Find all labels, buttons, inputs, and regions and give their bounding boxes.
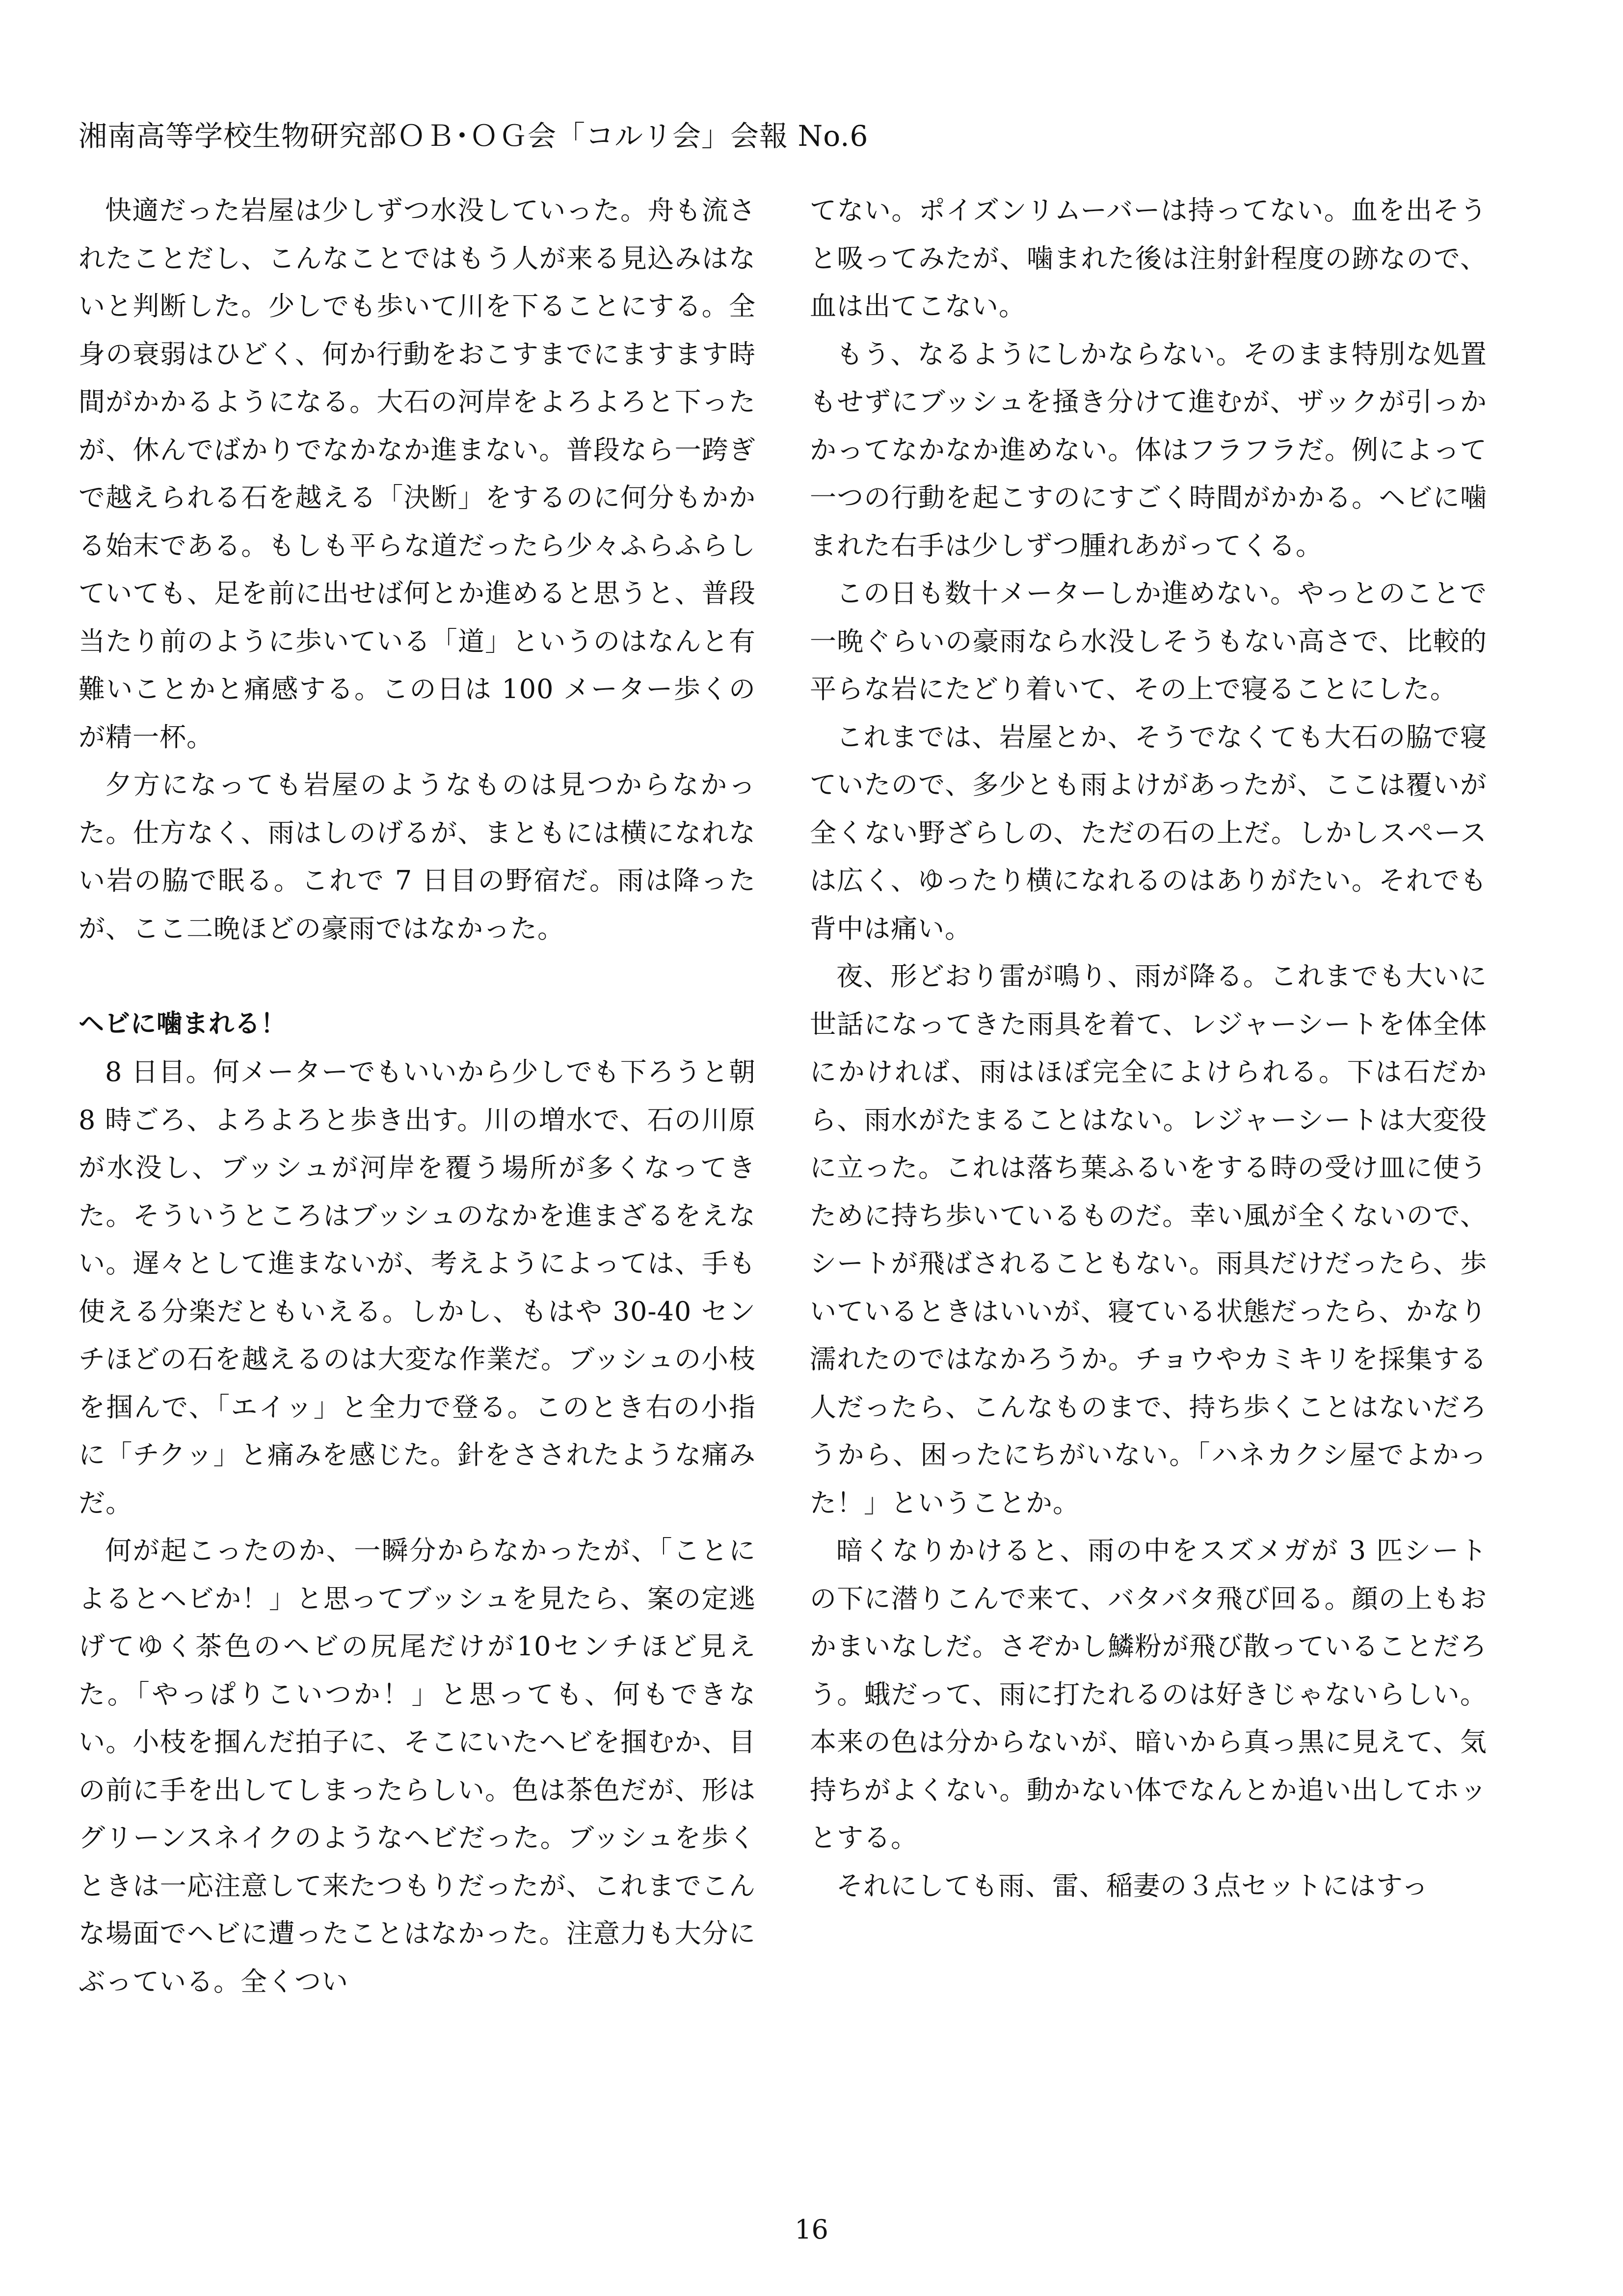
paragraph: 快適だった岩屋は少しずつ水没していった。舟も流されたことだし、こんなことではもう人が来る見込みはないと判断した。少しでも歩いて川を下ることにする。全身の衰弱はひどく、何か行動をおこすまでにますます時間がかかるようになる。大石の河岸をよろよろと下ったが、休んでばかりでなかなか進まない。普段なら一跨ぎで越えられる石を越える「決断」をするのに何分もかかる始末である。もしも平らな道だったら少々ふらふらしていても、足を前に出せば何とか進めると思うと、普段当たり前のように歩いている「道」というのはなんと有難いことかと痛感する。この日は 100 メーター歩くのが精一杯。	[79, 195, 756, 753]
page-number: 16	[795, 2214, 828, 2245]
paragraph: もう、なるようにしかならない。そのまま特別な処置もせずにブッシュを掻き分けて進むが、ザックが引っかかってなかなか進めない。体はフラフラだ。例によって一つの行動を起こすのにすごく時間がかかる。ヘビに噛まれた右手は少しずつ腫れあがってくる。	[810, 338, 1487, 561]
paragraph-continued: てない。ポイズンリムーバーは持ってない。血を出そうと吸ってみたが、噛まれた後は注射針程度の跡なので、血は出てこない。	[810, 195, 1487, 322]
right-column	[810, 187, 1487, 1910]
paragraph: この日も数十メーターしか進めない。やっとのことで一晩ぐらいの豪雨なら水没しそうもない高さで、比較的平らな岩にたどり着いて、その上で寝ることにした。	[810, 578, 1487, 704]
paragraph: 何が起こったのか、一瞬分からなかったが、「ことによるとヘビか！」と思ってブッシュを見たら、案の定逃げてゆく茶色のヘビの尻尾だけが10センチほど見えた。「やっぱりこいつか！」と思っても、何もできない。小枝を掴んだ拍子に、そこにいたヘビを掴むか、目の前に手を出してしまったらしい。色は茶色だが、形はグリーンスネイクのようなヘビだった。ブッシュを歩くときは一応注意して来たつもりだったが、これまでこんな場面でヘビに遭ったことはなかった。注意力も大分にぶっている。全くつい	[79, 1535, 756, 1997]
section-heading: ヘビに噛まれる！	[79, 1009, 287, 1039]
paragraph: 8 日目。何メーターでもいいから少しでも下ろうと朝 8 時ごろ、よろよろと歩き出す。川の増水で、石の川原が水没し、ブッシュが河岸を覆う場所が多くなってきた。そういうところはブッシュのなかを進まざるをえない。遅々として進まないが、考えようによっては、手も使える分楽だともいえる。しかし、もはや 30-40 センチほどの石を越えるのは大変な作業だ。ブッシュの小枝を掴んで、「エイッ」と全力で登る。このとき右の小指に「チクッ」と痛みを感じた。針をさされたような痛みだ。	[79, 1056, 756, 1518]
paragraph: 夕方になっても岩屋のようなものは見つからなかった。仕方なく、雨はしのげるが、まともには横になれない岩の脇で眠る。これで 7 日目の野宿だ。雨は降ったが、ここ二晩ほどの豪雨ではなかった。	[79, 769, 756, 944]
paragraph: これまでは、岩屋とか、そうでなくても大石の脇で寝ていたので、多少とも雨よけがあったが、ここは覆いが全くない野ざらしの、ただの石の上だ。しかしスペースは広く、ゆったり横になれるのはありがたい。それでも背中は痛い。	[810, 721, 1487, 944]
paragraph: 夜、形どおり雷が鳴り、雨が降る。これまでも大いに世話になってきた雨具を着て、レジャーシートを体全体にかければ、雨はほぼ完全によけられる。下は石だから、雨水がたまることはない。レジャーシートは大変役に立った。これは落ち葉ふるいをする時の受け皿に使うために持ち歩いているものだ。幸い風が全くないので、シートが飛ばされることもない。雨具だけだったら、歩いているときはいいが、寝ている状態だったら、かなり濡れたのではなかろうか。チョウやカミキリを採集する人だったら、こんなものまで、持ち歩くことはないだろうから、困ったにちがいない。「ハネカクシ屋でよかった！」ということか。	[810, 961, 1487, 1518]
left-column	[79, 187, 756, 2005]
paragraph: 暗くなりかけると、雨の中をスズメガが 3 匹シートの下に潜りこんで来て、バタバタ飛び回る。顔の上もおかまいなしだ。さぞかし鱗粉が飛び散っていることだろう。蛾だって、雨に打たれるのは好きじゃないらしい。本来の色は分からないが、暗いから真っ黒に見えて、気持ちがよくない。動かない体でなんとか追い出してホッとする。	[810, 1535, 1487, 1853]
newsletter-header: 湘南高等学校生物研究部ＯＢ･ＯＧ会「コルリ会」会報 No.6	[79, 119, 869, 153]
paragraph: それにしても雨、雷、稲妻の３点セットにはすっ	[836, 1870, 1429, 1901]
